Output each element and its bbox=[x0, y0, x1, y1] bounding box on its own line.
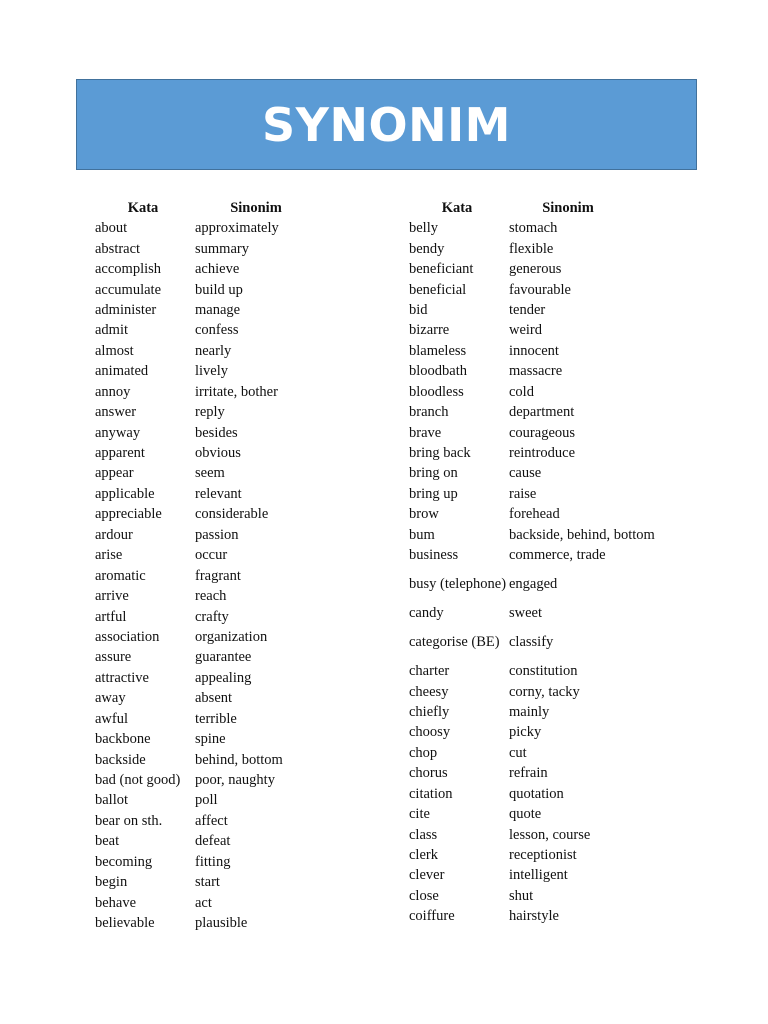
synonym-cell: relevant bbox=[195, 485, 242, 502]
table-row bbox=[409, 565, 699, 603]
table-row bbox=[95, 238, 395, 258]
word-cell: believable bbox=[95, 915, 155, 932]
table-row bbox=[95, 545, 395, 565]
table-row bbox=[95, 770, 395, 790]
word-cell: ballot bbox=[95, 792, 129, 809]
word-cell: beat bbox=[95, 833, 120, 850]
synonym-cell: nearly bbox=[195, 342, 232, 359]
table-row bbox=[95, 382, 395, 402]
table-row bbox=[409, 886, 699, 906]
table-row bbox=[409, 320, 699, 340]
synonym-cell: tender bbox=[509, 301, 546, 318]
synonym-cell: behind, bottom bbox=[195, 751, 283, 768]
synonym-cell: innocent bbox=[509, 342, 559, 359]
synonym-cell: refrain bbox=[509, 765, 548, 782]
header-sinonim: Sinonim bbox=[230, 199, 282, 216]
table-row bbox=[95, 504, 395, 524]
synonym-cell: besides bbox=[195, 424, 238, 441]
word-cell: busy (telephone) bbox=[409, 576, 507, 593]
word-cell: attractive bbox=[95, 669, 149, 686]
synonym-cell: forehead bbox=[509, 506, 560, 523]
synonym-cell: engaged bbox=[509, 576, 558, 593]
table-row bbox=[95, 790, 395, 810]
synonym-cell: lesson, course bbox=[509, 826, 591, 843]
table-row bbox=[95, 484, 395, 504]
table-row bbox=[95, 872, 395, 892]
synonym-cell: weird bbox=[509, 322, 543, 339]
synonym-cell: crafty bbox=[195, 608, 229, 625]
word-cell: clever bbox=[409, 867, 445, 884]
word-cell: beneficiant bbox=[409, 261, 474, 278]
word-cell: choosy bbox=[409, 724, 451, 741]
synonym-cell: quotation bbox=[509, 785, 564, 802]
word-cell: anyway bbox=[95, 424, 141, 441]
page-title: SYNONIM bbox=[262, 97, 511, 152]
table-row bbox=[409, 681, 699, 701]
synonym-cell: build up bbox=[195, 281, 243, 298]
word-cell: bid bbox=[409, 301, 428, 318]
table-row bbox=[409, 504, 699, 524]
synonym-cell: corny, tacky bbox=[509, 683, 580, 700]
word-cell: business bbox=[409, 547, 459, 564]
synonym-cell: obvious bbox=[195, 445, 241, 462]
table-row bbox=[409, 545, 699, 565]
synonym-cell: reply bbox=[195, 404, 225, 421]
synonym-cell: favourable bbox=[509, 281, 571, 298]
synonym-cell: receptionist bbox=[509, 847, 577, 864]
word-cell: bring up bbox=[409, 485, 458, 502]
synonym-cell: manage bbox=[195, 301, 241, 318]
table-row bbox=[409, 763, 699, 783]
table-row bbox=[95, 749, 395, 769]
synonym-cell: spine bbox=[195, 731, 226, 748]
synonym-cell: guarantee bbox=[195, 649, 252, 666]
word-cell: brow bbox=[409, 506, 439, 523]
table-row bbox=[95, 443, 395, 463]
word-cell: bring on bbox=[409, 465, 458, 482]
word-cell: animated bbox=[95, 363, 149, 380]
word-cell: awful bbox=[95, 710, 129, 727]
table-row bbox=[409, 804, 699, 824]
table-row bbox=[409, 603, 699, 623]
table-row bbox=[95, 565, 395, 585]
table-row bbox=[409, 341, 699, 361]
word-cell: class bbox=[409, 826, 438, 843]
table-row bbox=[409, 402, 699, 422]
synonym-cell: sweet bbox=[509, 605, 543, 622]
word-cell: categorise (BE) bbox=[409, 634, 500, 651]
synonym-cell: seem bbox=[195, 465, 225, 482]
table-row bbox=[409, 361, 699, 381]
synonym-cell: shut bbox=[509, 887, 534, 904]
synonym-cell: poll bbox=[195, 792, 218, 809]
word-cell: apparent bbox=[95, 445, 145, 462]
synonym-cell: cut bbox=[509, 744, 527, 761]
word-cell: chop bbox=[409, 744, 438, 761]
word-cell: answer bbox=[95, 404, 137, 421]
synonym-cell: department bbox=[509, 404, 575, 421]
word-cell: bendy bbox=[409, 240, 445, 257]
synonym-cell: approximately bbox=[195, 220, 279, 237]
word-cell: aromatic bbox=[95, 567, 146, 584]
word-cell: annoy bbox=[95, 383, 131, 400]
word-cell: away bbox=[95, 690, 126, 707]
word-cell: bear on sth. bbox=[95, 812, 163, 829]
table-row bbox=[95, 320, 395, 340]
table-row bbox=[409, 623, 699, 661]
synonym-cell: poor, naughty bbox=[195, 772, 275, 789]
word-cell: clerk bbox=[409, 847, 438, 864]
synonym-cell: constitution bbox=[509, 663, 578, 680]
synonym-cell: cold bbox=[509, 383, 534, 400]
word-cell: accomplish bbox=[95, 261, 162, 278]
word-cell: bloodless bbox=[409, 383, 464, 400]
table-row bbox=[409, 218, 699, 238]
synonym-rows bbox=[409, 218, 699, 927]
table-row bbox=[409, 484, 699, 504]
word-cell: blameless bbox=[409, 342, 467, 359]
synonym-table-right bbox=[409, 198, 699, 927]
table-row bbox=[95, 218, 395, 238]
table-row bbox=[95, 688, 395, 708]
word-cell: bloodbath bbox=[409, 363, 467, 380]
word-cell: about bbox=[95, 220, 128, 237]
title-banner bbox=[76, 79, 697, 170]
table-row bbox=[409, 743, 699, 763]
table-row bbox=[409, 443, 699, 463]
synonym-cell: cause bbox=[509, 465, 542, 482]
table-row bbox=[95, 279, 395, 299]
synonym-cell: hairstyle bbox=[509, 908, 559, 925]
word-cell: almost bbox=[95, 342, 134, 359]
table-row bbox=[409, 906, 699, 926]
table-row bbox=[409, 422, 699, 442]
word-cell: begin bbox=[95, 874, 128, 891]
word-cell: becoming bbox=[95, 853, 153, 870]
synonym-cell: intelligent bbox=[509, 867, 568, 884]
synonym-cell: act bbox=[195, 894, 212, 911]
table-row bbox=[95, 402, 395, 422]
synonym-cell: absent bbox=[195, 690, 233, 707]
word-cell: citation bbox=[409, 785, 453, 802]
synonym-cell: quote bbox=[509, 806, 542, 823]
synonym-cell: stomach bbox=[509, 220, 558, 237]
word-cell: cheesy bbox=[409, 683, 449, 700]
table-header bbox=[95, 198, 395, 218]
word-cell: backbone bbox=[95, 731, 151, 748]
table-header bbox=[409, 198, 699, 218]
word-cell: cite bbox=[409, 806, 430, 823]
table-row bbox=[409, 525, 699, 545]
word-cell: backside bbox=[95, 751, 146, 768]
synonym-cell: summary bbox=[195, 240, 249, 257]
word-cell: bizarre bbox=[409, 322, 450, 339]
word-cell: chorus bbox=[409, 765, 448, 782]
word-cell: administer bbox=[95, 301, 157, 318]
word-cell: close bbox=[409, 887, 439, 904]
word-cell: bring back bbox=[409, 445, 471, 462]
word-cell: admit bbox=[95, 322, 129, 339]
table-row bbox=[95, 913, 395, 933]
table-row bbox=[409, 845, 699, 865]
table-row bbox=[95, 341, 395, 361]
word-cell: branch bbox=[409, 404, 449, 421]
word-cell: bum bbox=[409, 526, 435, 543]
word-cell: behave bbox=[95, 894, 137, 911]
synonym-cell: irritate, bother bbox=[195, 383, 278, 400]
table-row bbox=[409, 784, 699, 804]
word-cell: bad (not good) bbox=[95, 772, 181, 789]
word-cell: association bbox=[95, 628, 160, 645]
synonym-cell: backside, behind, bottom bbox=[509, 526, 655, 543]
table-row bbox=[95, 852, 395, 872]
synonym-cell: raise bbox=[509, 485, 537, 502]
synonym-cell: start bbox=[195, 874, 220, 891]
synonym-cell: generous bbox=[509, 261, 562, 278]
synonym-cell: confess bbox=[195, 322, 239, 339]
synonym-table-left bbox=[95, 198, 395, 933]
table-row bbox=[409, 661, 699, 681]
synonym-cell: commerce, trade bbox=[509, 547, 606, 564]
word-cell: chiefly bbox=[409, 703, 450, 720]
synonym-cell: achieve bbox=[195, 261, 240, 278]
synonym-cell: flexible bbox=[509, 240, 554, 257]
synonym-cell: reintroduce bbox=[509, 445, 576, 462]
synonym-cell: courageous bbox=[509, 424, 576, 441]
word-cell: appreciable bbox=[95, 506, 162, 523]
word-cell: arrive bbox=[95, 588, 129, 605]
synonym-cell: plausible bbox=[195, 915, 248, 932]
header-sinonim: Sinonim bbox=[542, 199, 594, 216]
synonym-cell: mainly bbox=[509, 703, 550, 720]
table-row bbox=[409, 238, 699, 258]
word-cell: appear bbox=[95, 465, 134, 482]
table-row bbox=[95, 668, 395, 688]
word-cell: brave bbox=[409, 424, 442, 441]
table-row bbox=[95, 729, 395, 749]
synonym-cell: fragrant bbox=[195, 567, 241, 584]
word-cell: candy bbox=[409, 605, 444, 622]
table-row bbox=[409, 865, 699, 885]
synonym-cell: picky bbox=[509, 724, 542, 741]
word-cell: charter bbox=[409, 663, 450, 680]
table-row bbox=[95, 586, 395, 606]
word-cell: accumulate bbox=[95, 281, 162, 298]
table-row bbox=[95, 647, 395, 667]
word-cell: belly bbox=[409, 220, 438, 237]
word-cell: beneficial bbox=[409, 281, 467, 298]
synonym-cell: passion bbox=[195, 526, 239, 543]
word-cell: abstract bbox=[95, 240, 141, 257]
table-row bbox=[409, 382, 699, 402]
synonym-cell: massacre bbox=[509, 363, 563, 380]
table-row bbox=[95, 709, 395, 729]
table-row bbox=[409, 463, 699, 483]
synonym-cell: defeat bbox=[195, 833, 231, 850]
word-cell: arise bbox=[95, 547, 123, 564]
synonym-cell: appealing bbox=[195, 669, 252, 686]
table-row bbox=[409, 722, 699, 742]
synonym-cell: classify bbox=[509, 634, 554, 651]
word-cell: applicable bbox=[95, 485, 155, 502]
word-cell: coiffure bbox=[409, 908, 455, 925]
table-row bbox=[409, 259, 699, 279]
synonym-cell: lively bbox=[195, 363, 229, 380]
synonym-cell: reach bbox=[195, 588, 227, 605]
table-row bbox=[409, 300, 699, 320]
table-row bbox=[95, 892, 395, 912]
table-row bbox=[409, 824, 699, 844]
synonym-cell: fitting bbox=[195, 853, 231, 870]
synonym-cell: organization bbox=[195, 628, 268, 645]
word-cell: artful bbox=[95, 608, 127, 625]
synonym-cell: terrible bbox=[195, 710, 237, 727]
table-row bbox=[95, 627, 395, 647]
table-row bbox=[95, 831, 395, 851]
synonym-cell: occur bbox=[195, 547, 228, 564]
table-row bbox=[95, 606, 395, 626]
table-row bbox=[95, 361, 395, 381]
table-row bbox=[95, 525, 395, 545]
synonym-cell: affect bbox=[195, 812, 228, 829]
header-kata: Kata bbox=[441, 199, 473, 216]
table-row bbox=[95, 463, 395, 483]
table-row bbox=[95, 300, 395, 320]
synonym-rows bbox=[95, 218, 395, 933]
table-row bbox=[409, 702, 699, 722]
table-row bbox=[409, 279, 699, 299]
header-kata: Kata bbox=[127, 199, 159, 216]
word-cell: ardour bbox=[95, 526, 133, 543]
table-row bbox=[95, 259, 395, 279]
table-row bbox=[95, 422, 395, 442]
synonym-cell: considerable bbox=[195, 506, 269, 523]
word-cell: assure bbox=[95, 649, 132, 666]
table-row bbox=[95, 811, 395, 831]
